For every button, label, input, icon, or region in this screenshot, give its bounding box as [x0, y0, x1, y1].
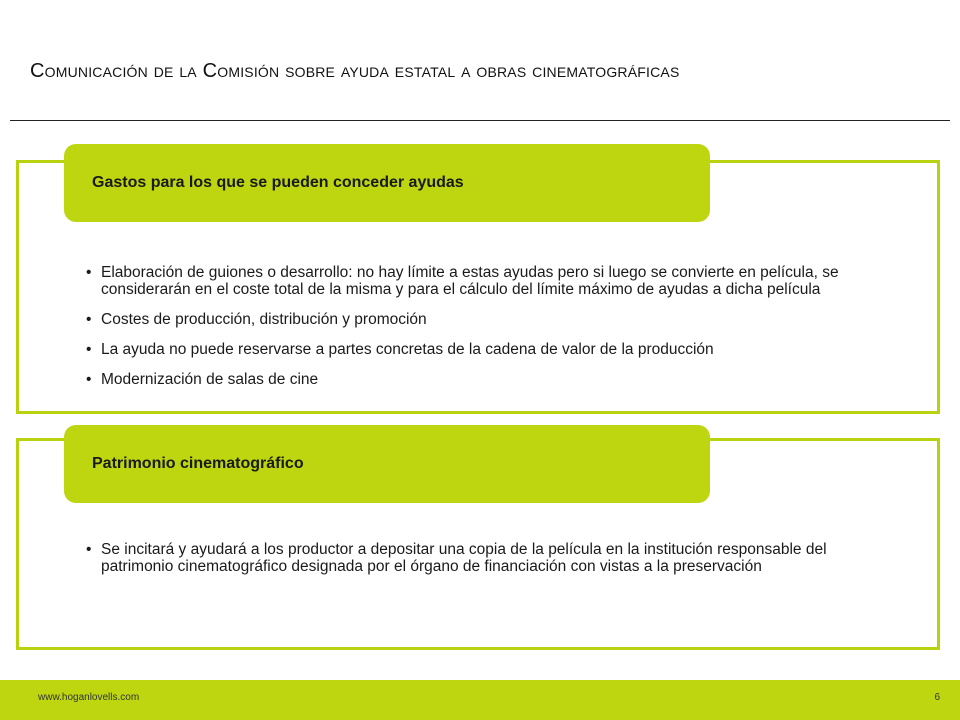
- list-item: • Costes de producción, distribución y promoción: [86, 311, 866, 328]
- page-number: 6: [934, 692, 940, 703]
- section-header-heritage: [64, 425, 710, 503]
- section-header-label: Patrimonio cinematográfico: [92, 455, 304, 472]
- list-item: • Elaboración de guiones o desarrollo: no hay límite a estas ayudas pero si luego se convierte en película, se considerarán en el coste total de la misma y para el cálculo del límite máximo de ayudas a dicha película: [86, 264, 866, 298]
- list-item: • La ayuda no puede reservarse a partes concretas de la cadena de valor de la producción: [86, 341, 866, 358]
- list-item: • Modernización de salas de cine: [86, 371, 866, 388]
- section-header-label: Gastos para los que se pueden conceder ayudas: [92, 174, 464, 191]
- footer-url-link[interactable]: www.hoganlovells.com: [38, 692, 140, 703]
- title-divider: [10, 120, 950, 121]
- footer-bar: [0, 680, 960, 720]
- bullet-list-heritage: [86, 541, 866, 588]
- page-title: Comunicación de la Comisión sobre ayuda estatal a obras cinematográficas: [30, 60, 680, 82]
- list-item: • Se incitará y ayudará a los productor a depositar una copia de la película en la institución responsable del patrimonio cinematográfico designada por el órgano de financiación con vistas a la preservación: [86, 541, 866, 575]
- section-header-expenses: [64, 144, 710, 222]
- bullet-list-expenses: [86, 264, 866, 401]
